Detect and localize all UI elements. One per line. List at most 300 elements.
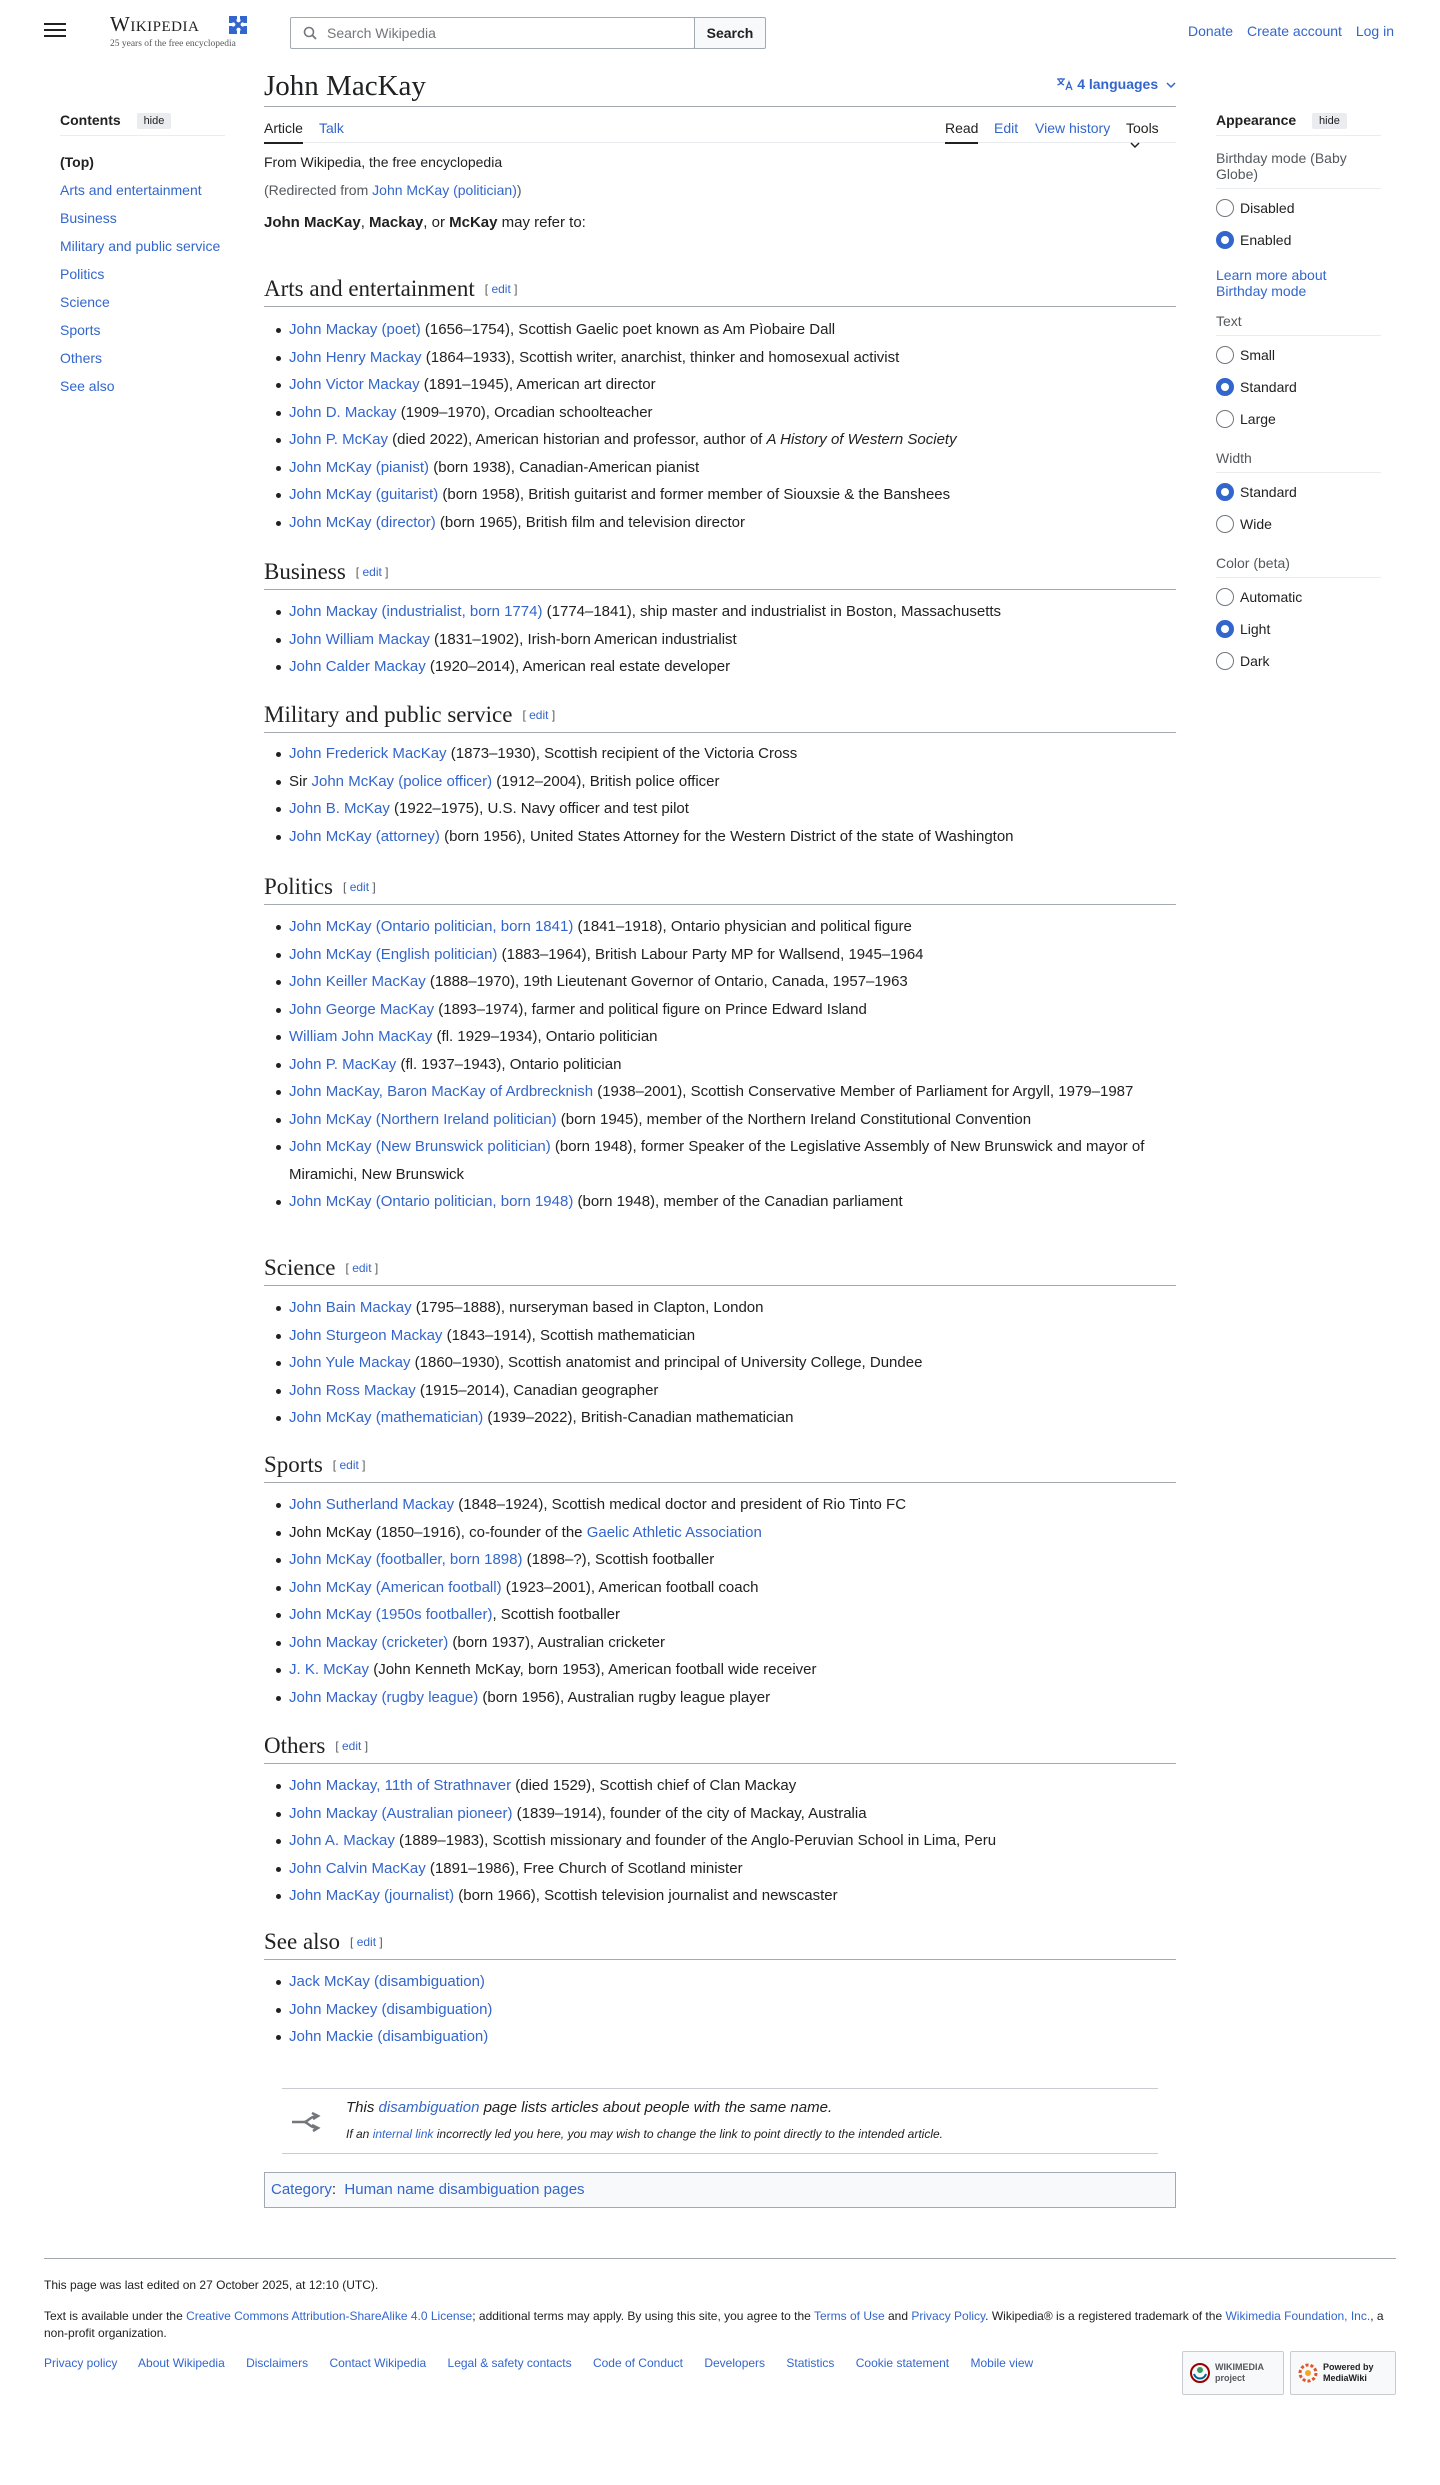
option-label: Disabled bbox=[1240, 200, 1295, 216]
entry-link[interactable]: John Sutherland Mackay bbox=[289, 1496, 455, 1513]
option-label: Dark bbox=[1240, 653, 1270, 669]
list-item bbox=[289, 1968, 1176, 1996]
entry-description: (born 1966), Scottish television journalist and newscaster bbox=[454, 1887, 838, 1904]
list-item bbox=[289, 968, 1176, 996]
section-edit-control: [ edit ] bbox=[522, 708, 556, 722]
entry-list-see-also bbox=[264, 1968, 1176, 2051]
wikimedia-badge[interactable] bbox=[1182, 2351, 1284, 2395]
entry-description: (born 1948), member of the Canadian parliament bbox=[573, 1193, 903, 1210]
terms-of-use-link[interactable]: Terms of Use bbox=[813, 2309, 885, 2323]
entry-link[interactable]: John Sturgeon Mackay bbox=[289, 1326, 443, 1344]
user-links bbox=[1178, 23, 1394, 39]
tab-talk[interactable]: Talk bbox=[319, 120, 344, 136]
list-item bbox=[289, 941, 1176, 969]
last-edited: This page was last edited on 27 October 2025, at 12:10 (UTC). bbox=[44, 2278, 379, 2292]
entry-list-sports bbox=[264, 1491, 1176, 1711]
lead-bold: Mackay bbox=[369, 214, 424, 231]
entry-link[interactable]: John Bain Mackay bbox=[289, 1299, 412, 1316]
entry-description: (born 1965), British film and television director bbox=[435, 513, 746, 531]
tab-read[interactable]: Read bbox=[945, 120, 978, 144]
list-item bbox=[289, 1078, 1176, 1106]
search-box bbox=[290, 17, 695, 49]
entry-description: (1922–1975), U.S. Navy officer and test pilot bbox=[389, 800, 689, 817]
entry-link[interactable]: John McKay (mathematician) bbox=[289, 1409, 484, 1426]
mediawiki-icon bbox=[1297, 2362, 1319, 2384]
toc-item-top[interactable]: (Top) bbox=[60, 154, 94, 170]
entry-link[interactable]: John Mackay (rugby league) bbox=[289, 1688, 479, 1706]
wmf-link[interactable]: Wikimedia Foundation, Inc. bbox=[1225, 2309, 1371, 2323]
badge-label: WIKIMEDIA project bbox=[1215, 2362, 1264, 2383]
page-title: John MacKay bbox=[264, 70, 426, 102]
toc-header bbox=[60, 112, 225, 136]
entry-description: (1898–?), Scottish footballer bbox=[522, 1551, 715, 1568]
section-heading-military bbox=[264, 702, 1176, 733]
section-edit-link[interactable]: edit bbox=[491, 282, 511, 296]
lead-bold: John MacKay bbox=[264, 214, 361, 231]
appearance-hide-button[interactable]: hide bbox=[1312, 113, 1347, 129]
learn-more-birthday-link[interactable]: Learn more about Birthday mode bbox=[1216, 267, 1327, 299]
section-title: Business bbox=[264, 559, 346, 584]
footer-link[interactable]: Legal & safety contacts bbox=[447, 2356, 572, 2370]
toc-item-sports[interactable]: Sports bbox=[60, 322, 101, 338]
entry-description: (born 1948), former Speaker of the Legislative Assembly of New Brunswick and mayor of Miramichi, New Brunswick bbox=[289, 1138, 1145, 1183]
radio-button[interactable] bbox=[1216, 410, 1234, 428]
section-title: Science bbox=[264, 1255, 336, 1280]
redirect-suffix: ) bbox=[516, 182, 522, 198]
list-item bbox=[289, 1601, 1176, 1629]
entry-description: (born 1958), British guitarist and former member of Siouxsie & the Banshees bbox=[438, 486, 951, 503]
entry-description: (born 1956), United States Attorney for the Western District of the state of Washington bbox=[439, 827, 1014, 845]
hamburger-line bbox=[44, 23, 66, 25]
list-item bbox=[289, 1322, 1176, 1350]
radio-button[interactable] bbox=[1216, 231, 1234, 249]
language-count: 4 languages bbox=[1077, 76, 1159, 92]
toc-hide-button[interactable]: hide bbox=[137, 113, 172, 129]
tab-edit[interactable]: Edit bbox=[994, 120, 1019, 136]
entry-link[interactable]: John McKay (pianist) bbox=[289, 458, 430, 476]
mediawiki-badge[interactable] bbox=[1290, 2351, 1396, 2395]
option-label: Small bbox=[1240, 347, 1276, 363]
entry-description: (1831–1902), Irish-born American industrialist bbox=[429, 630, 737, 648]
text-standard-option[interactable] bbox=[1216, 378, 1381, 410]
color-light-option[interactable] bbox=[1216, 620, 1381, 652]
entry-link[interactable]: John Henry Mackay bbox=[289, 348, 422, 366]
search-input[interactable] bbox=[325, 18, 685, 48]
entry-link[interactable]: John MacKay, Baron MacKay of Ardbrecknish bbox=[289, 1083, 594, 1100]
list-item bbox=[289, 1882, 1176, 1910]
text-large-option[interactable] bbox=[1216, 410, 1381, 442]
site-header bbox=[0, 0, 1440, 66]
tools-label: Tools bbox=[1126, 120, 1159, 136]
chevron-down-icon bbox=[1166, 81, 1176, 89]
notice-text: If an bbox=[346, 2127, 373, 2141]
entry-link[interactable]: John McKay (New Brunswick politician) bbox=[289, 1138, 551, 1155]
redirect-prefix: (Redirected from bbox=[264, 182, 373, 198]
toc-item-arts[interactable]: Arts and entertainment bbox=[60, 182, 202, 198]
entry-description: (1656–1754), Scottish Gaelic poet known as Am Pìobaire Dall bbox=[420, 321, 836, 338]
entry-description: (1883–1964), British Labour Party MP for Wallsend, 1945–1964 bbox=[497, 945, 924, 963]
section-title: See also bbox=[264, 1929, 341, 1954]
entry-description: (1923–2001), American football coach bbox=[501, 1578, 759, 1596]
toc-item-science[interactable]: Science bbox=[60, 294, 110, 310]
footer-link[interactable]: Developers bbox=[704, 2356, 766, 2370]
entry-link[interactable]: John Yule Mackay bbox=[289, 1354, 411, 1371]
list-item bbox=[289, 399, 1176, 427]
main-menu-button[interactable] bbox=[44, 20, 66, 42]
entry-link[interactable]: John P. McKay bbox=[289, 431, 388, 448]
page-footer bbox=[44, 2258, 1396, 2383]
section-heading-science bbox=[264, 1255, 1176, 1286]
entry-link[interactable]: Gaelic Athletic Association bbox=[586, 1523, 762, 1541]
entry-description: (1873–1930), Scottish recipient of the Victoria Cross bbox=[446, 745, 798, 762]
list-item bbox=[289, 1519, 1176, 1547]
option-label: Wide bbox=[1240, 516, 1272, 532]
search-icon bbox=[303, 26, 317, 40]
width-standard-option[interactable] bbox=[1216, 483, 1381, 515]
logo-tagline: 25 years of the free encyclopedia bbox=[110, 39, 236, 49]
section-title: Others bbox=[264, 1733, 326, 1758]
entry-link[interactable]: John Mackay (poet) bbox=[289, 321, 421, 338]
list-item bbox=[289, 1855, 1176, 1883]
toc-item-business[interactable]: Business bbox=[60, 210, 117, 226]
table-of-contents bbox=[60, 112, 225, 404]
toc-item-others[interactable]: Others bbox=[60, 350, 103, 366]
entry-link[interactable]: John McKay (American football) bbox=[289, 1578, 502, 1596]
title-divider bbox=[264, 106, 1176, 107]
entry-link[interactable]: John McKay (1950s footballer) bbox=[289, 1606, 493, 1623]
entry-description: (1915–2014), Canadian geographer bbox=[415, 1381, 659, 1399]
lead-paragraph bbox=[264, 214, 1176, 231]
list-item bbox=[289, 1023, 1176, 1051]
entry-description: (1912–2004), British police officer bbox=[492, 772, 720, 790]
privacy-policy-link[interactable]: Privacy Policy bbox=[911, 2309, 986, 2323]
lead-bold: McKay bbox=[449, 214, 498, 231]
section-edit-control: [ edit ] bbox=[332, 1458, 366, 1472]
entry-link[interactable]: John McKay (Ontario politician, born 1948) bbox=[289, 1193, 574, 1210]
list-item bbox=[289, 1800, 1176, 1828]
entry-link[interactable]: John McKay (director) bbox=[289, 513, 436, 531]
list-item bbox=[289, 1051, 1176, 1079]
entry-description: (1891–1986), Free Church of Scotland minister bbox=[425, 1859, 743, 1877]
width-label: Width bbox=[1216, 450, 1381, 473]
text-size-label: Text bbox=[1216, 313, 1381, 336]
entry-description: (fl. 1929–1934), Ontario politician bbox=[432, 1028, 658, 1045]
section-heading-see-also bbox=[264, 1929, 1176, 1960]
entry-link[interactable]: John Calvin MacKay bbox=[289, 1859, 426, 1877]
appearance-panel bbox=[1216, 112, 1381, 684]
list-item bbox=[289, 509, 1176, 537]
entry-list-politics bbox=[264, 913, 1176, 1216]
list-item bbox=[289, 1574, 1176, 1602]
list-item bbox=[289, 344, 1176, 372]
entry-list-business bbox=[264, 598, 1176, 681]
footer-link[interactable]: About Wikipedia bbox=[138, 2356, 225, 2370]
entry-description: (1843–1914), Scottish mathematician bbox=[442, 1326, 696, 1344]
disambiguation-text bbox=[346, 2099, 832, 2116]
lead-text: , or bbox=[423, 214, 450, 231]
hamburger-line bbox=[44, 29, 66, 31]
language-button[interactable] bbox=[1056, 76, 1176, 92]
birthday-enabled-option[interactable] bbox=[1216, 231, 1381, 263]
option-label: Standard bbox=[1240, 484, 1297, 500]
section-edit-link[interactable]: edit bbox=[339, 1458, 359, 1472]
list-item bbox=[289, 1133, 1176, 1188]
entry-description: (1888–1970), 19th Lieutenant Governor of Ontario, Canada, 1957–1963 bbox=[425, 973, 908, 990]
radio-button[interactable] bbox=[1216, 483, 1234, 501]
disambiguation-icon bbox=[290, 2105, 322, 2137]
list-item bbox=[289, 768, 1176, 796]
entry-link[interactable]: John McKay (guitarist) bbox=[289, 486, 439, 503]
entry-prefix: Sir bbox=[289, 772, 312, 790]
footer-link[interactable]: Privacy policy bbox=[44, 2356, 118, 2370]
option-label: Enabled bbox=[1240, 232, 1292, 248]
radio-button[interactable] bbox=[1216, 199, 1234, 217]
lead-text: may refer to: bbox=[497, 214, 586, 231]
entry-link[interactable]: John Mackay (Australian pioneer) bbox=[289, 1804, 513, 1822]
entry-description: (1864–1933), Scottish writer, anarchist, thinker and homosexual activist bbox=[421, 348, 900, 366]
entry-description: (died 2022), American historian and professor, author of bbox=[387, 431, 767, 448]
list-item bbox=[289, 1684, 1176, 1712]
cc-license-link[interactable]: Creative Commons Attribution-ShareAlike 4.0 License bbox=[186, 2309, 473, 2323]
width-wide-option[interactable] bbox=[1216, 515, 1381, 547]
section-edit-control: [ edit ] bbox=[355, 565, 389, 579]
section-edit-control: [ edit ] bbox=[335, 1739, 369, 1753]
list-item bbox=[289, 481, 1176, 509]
chevron-down-icon bbox=[1130, 141, 1140, 149]
entry-link[interactable]: John Mackay, 11th of Strathnaver bbox=[289, 1777, 512, 1794]
appearance-header bbox=[1216, 112, 1381, 136]
tools-menu[interactable] bbox=[1126, 120, 1176, 152]
list-item bbox=[289, 371, 1176, 399]
section-heading-business bbox=[264, 559, 1176, 590]
entry-description: (1891–1945), American art director bbox=[419, 376, 656, 393]
footer-link[interactable]: Cookie statement bbox=[855, 2356, 950, 2370]
entry-link[interactable]: John A. Mackay bbox=[289, 1832, 395, 1849]
entry-description: (1860–1930), Scottish anatomist and principal of University College, Dundee bbox=[410, 1354, 923, 1371]
entry-title-italic: A History of Western Society bbox=[766, 431, 957, 448]
entry-description: (born 1945), member of the Northern Ireland Constitutional Convention bbox=[556, 1110, 1032, 1128]
disambiguation-subtext bbox=[346, 2127, 943, 2141]
footer-link[interactable]: Statistics bbox=[786, 2356, 835, 2370]
color-dark-option[interactable] bbox=[1216, 652, 1381, 684]
radio-button[interactable] bbox=[1216, 515, 1234, 533]
entry-description: (born 1938), Canadian-American pianist bbox=[429, 458, 700, 476]
entry-link[interactable]: John Mackey (disambiguation) bbox=[289, 2000, 493, 2018]
disambiguation-notice bbox=[282, 2088, 1158, 2154]
section-heading-arts bbox=[264, 276, 1176, 307]
footer-text: and bbox=[884, 2309, 912, 2323]
entry-description: (born 1956), Australian rugby league player bbox=[478, 1688, 771, 1706]
list-item bbox=[289, 1546, 1176, 1574]
list-item bbox=[289, 1629, 1176, 1657]
footer-text: Text is available under the bbox=[44, 2309, 187, 2323]
logo-wordmark: Wikipedia bbox=[110, 12, 200, 36]
entry-description: (1848–1924), Scottish medical doctor and president of Rio Tinto FC bbox=[454, 1496, 907, 1513]
search-button[interactable]: Search bbox=[694, 17, 766, 49]
tab-view-history[interactable]: View history bbox=[1035, 120, 1111, 136]
entry-prefix: John McKay (1850–1916), co-founder of the bbox=[289, 1523, 587, 1541]
entry-list-science bbox=[264, 1294, 1176, 1432]
entry-link[interactable]: John McKay (English politician) bbox=[289, 945, 498, 963]
entry-description: (1939–2022), British-Canadian mathematician bbox=[483, 1409, 794, 1426]
entry-link[interactable]: John Mackie (disambiguation) bbox=[289, 2028, 489, 2045]
entry-link[interactable]: John MacKay (journalist) bbox=[289, 1887, 455, 1904]
entry-link[interactable]: John Victor Mackay bbox=[289, 376, 420, 393]
list-item bbox=[289, 1404, 1176, 1432]
radio-button[interactable] bbox=[1216, 588, 1234, 606]
list-item bbox=[289, 1377, 1176, 1405]
toc-list bbox=[60, 152, 225, 404]
page-tabs bbox=[264, 113, 1176, 143]
radio-button[interactable] bbox=[1216, 378, 1234, 396]
list-item bbox=[289, 795, 1176, 823]
entry-link[interactable]: John Mackay (industrialist, born 1774) bbox=[289, 603, 543, 620]
wikipedia-logo[interactable] bbox=[107, 10, 252, 54]
footer-link[interactable]: Disclaimers bbox=[246, 2356, 309, 2370]
color-automatic-option[interactable] bbox=[1216, 588, 1381, 620]
section-heading-politics bbox=[264, 874, 1176, 905]
list-item bbox=[289, 1827, 1176, 1855]
entry-link[interactable]: John George MacKay bbox=[289, 1000, 435, 1018]
list-item bbox=[289, 823, 1176, 851]
footer-text: ; additional terms may apply. By using this site, you agree to the bbox=[472, 2309, 814, 2323]
footer-text: . Wikipedia® is a registered trademark of the bbox=[985, 2309, 1226, 2323]
list-item bbox=[289, 1996, 1176, 2024]
redirect-note bbox=[264, 182, 1176, 198]
entry-link[interactable]: John Ross Mackay bbox=[289, 1381, 416, 1399]
site-subtitle: From Wikipedia, the free encyclopedia bbox=[264, 154, 503, 170]
section-title: Arts and entertainment bbox=[264, 276, 475, 301]
list-item bbox=[289, 1188, 1176, 1216]
category-link[interactable]: Human name disambiguation pages bbox=[344, 2181, 585, 2198]
option-label: Large bbox=[1240, 411, 1276, 427]
entry-link[interactable]: John D. Mackay bbox=[289, 403, 397, 421]
color-label: Color (beta) bbox=[1216, 555, 1381, 578]
entry-list-arts bbox=[264, 316, 1176, 536]
redirect-link[interactable]: John McKay (politician) bbox=[372, 182, 517, 198]
article-body bbox=[264, 154, 1176, 231]
birthday-disabled-option[interactable] bbox=[1216, 199, 1381, 231]
section-heading-sports bbox=[264, 1452, 1176, 1483]
section-title: Military and public service bbox=[264, 702, 513, 727]
appearance-title: Appearance bbox=[1216, 112, 1297, 128]
section-edit-link[interactable]: edit bbox=[352, 1261, 372, 1275]
footer-link[interactable]: Code of Conduct bbox=[592, 2356, 683, 2370]
birthday-mode-label: Birthday mode (Baby Globe) bbox=[1216, 150, 1381, 189]
entry-description: , Scottish footballer bbox=[492, 1606, 621, 1623]
notice-text: incorrectly led you here, you may wish to change the link to point directly to the intended article. bbox=[433, 2127, 943, 2141]
main-content bbox=[264, 66, 1176, 2198]
option-label: Automatic bbox=[1240, 589, 1303, 605]
entry-link[interactable]: J. K. McKay bbox=[289, 1661, 370, 1678]
entry-link[interactable]: John Mackay (cricketer) bbox=[289, 1633, 449, 1651]
entry-list-military bbox=[264, 740, 1176, 850]
list-item bbox=[289, 1106, 1176, 1134]
entry-link[interactable]: John Frederick MacKay bbox=[289, 745, 447, 762]
section-edit-link[interactable]: edit bbox=[349, 880, 370, 894]
entry-description: (1795–1888), nurseryman based in Clapton, London bbox=[411, 1299, 764, 1316]
category-box bbox=[264, 2172, 1176, 2208]
list-item bbox=[289, 598, 1176, 626]
footer-link[interactable]: Mobile view bbox=[970, 2356, 1034, 2370]
donate-link[interactable]: Donate bbox=[1187, 23, 1234, 39]
internal-link-link[interactable]: internal link bbox=[372, 2127, 434, 2141]
footer-text: , a non-profit organization. bbox=[44, 2309, 1384, 2340]
disambiguation-link[interactable]: disambiguation bbox=[378, 2099, 480, 2116]
section-edit-link[interactable]: edit bbox=[356, 1935, 377, 1949]
badge-label: Powered by MediaWiki bbox=[1323, 2362, 1374, 2383]
entry-link[interactable]: John William Mackay bbox=[289, 630, 430, 648]
footer-link[interactable]: Contact Wikipedia bbox=[329, 2356, 427, 2370]
option-label: Light bbox=[1240, 621, 1271, 637]
entry-description: (1909–1970), Orcadian schoolteacher bbox=[396, 403, 653, 421]
radio-button[interactable] bbox=[1216, 620, 1234, 638]
text-small-option[interactable] bbox=[1216, 346, 1381, 378]
entry-link[interactable]: John McKay (Northern Ireland politician) bbox=[289, 1110, 557, 1128]
create-account-link[interactable]: Create account bbox=[1247, 23, 1342, 39]
entry-description: (John Kenneth McKay, born 1953), American football wide receiver bbox=[369, 1661, 817, 1678]
license-text bbox=[44, 2308, 1396, 2342]
entry-link[interactable]: John B. McKay bbox=[289, 800, 390, 817]
toc-item-military[interactable]: Military and public service bbox=[60, 238, 221, 254]
section-title: Sports bbox=[264, 1452, 323, 1477]
list-item bbox=[289, 1491, 1176, 1519]
notice-text: This bbox=[346, 2099, 379, 2116]
toc-item-politics[interactable]: Politics bbox=[60, 266, 105, 282]
entry-link[interactable]: John McKay (footballer, born 1898) bbox=[289, 1551, 523, 1568]
radio-button[interactable] bbox=[1216, 346, 1234, 364]
toc-item-see-also[interactable]: See also bbox=[60, 378, 115, 394]
list-item bbox=[289, 653, 1176, 681]
list-item bbox=[289, 1349, 1176, 1377]
section-edit-link[interactable]: edit bbox=[362, 565, 382, 579]
entry-link[interactable]: John McKay (attorney) bbox=[289, 827, 440, 845]
entry-description: (1839–1914), founder of the city of Mackay, Australia bbox=[512, 1804, 867, 1822]
entry-link[interactable]: Jack McKay (disambiguation) bbox=[289, 1973, 485, 1990]
entry-link[interactable]: John P. MacKay bbox=[289, 1055, 397, 1073]
entry-link[interactable]: John McKay (police officer) bbox=[311, 772, 493, 790]
list-item bbox=[289, 454, 1176, 482]
list-item bbox=[289, 1656, 1176, 1684]
list-item bbox=[289, 316, 1176, 344]
list-item bbox=[289, 913, 1176, 941]
log-in-link[interactable]: Log in bbox=[1355, 23, 1394, 39]
entry-link[interactable]: John McKay (Ontario politician, born 1841) bbox=[289, 918, 574, 935]
notice-text: page lists articles about people with the same name. bbox=[479, 2099, 833, 2116]
entry-description: (1938–2001), Scottish Conservative Member of Parliament for Argyll, 1979–1987 bbox=[593, 1083, 1134, 1100]
entry-link[interactable]: John Calder Mackay bbox=[289, 658, 426, 675]
hamburger-line bbox=[44, 35, 66, 37]
category-label-link[interactable]: Category bbox=[271, 2181, 332, 2198]
section-edit-control: [ edit ] bbox=[345, 1261, 379, 1275]
section-edit-link[interactable]: edit bbox=[529, 708, 549, 722]
category-separator: : bbox=[331, 2181, 337, 2198]
entry-description: (fl. 1937–1943), Ontario politician bbox=[396, 1055, 622, 1073]
toc-title: Contents bbox=[60, 112, 121, 128]
section-title: Politics bbox=[264, 874, 334, 899]
section-edit-control: [ edit ] bbox=[484, 282, 518, 296]
translate-icon bbox=[1056, 77, 1074, 91]
tab-article[interactable]: Article bbox=[264, 120, 303, 144]
option-label: Standard bbox=[1240, 379, 1297, 395]
puzzle-globe-icon bbox=[225, 12, 251, 38]
entry-description: (1841–1918), Ontario physician and political figure bbox=[573, 918, 912, 935]
entry-description: (died 1529), Scottish chief of Clan Mackay bbox=[511, 1777, 797, 1794]
entry-link[interactable]: John Keiller MacKay bbox=[289, 973, 426, 990]
section-edit-link[interactable]: edit bbox=[342, 1739, 362, 1753]
entry-link[interactable]: William John MacKay bbox=[289, 1028, 433, 1045]
radio-button[interactable] bbox=[1216, 652, 1234, 670]
